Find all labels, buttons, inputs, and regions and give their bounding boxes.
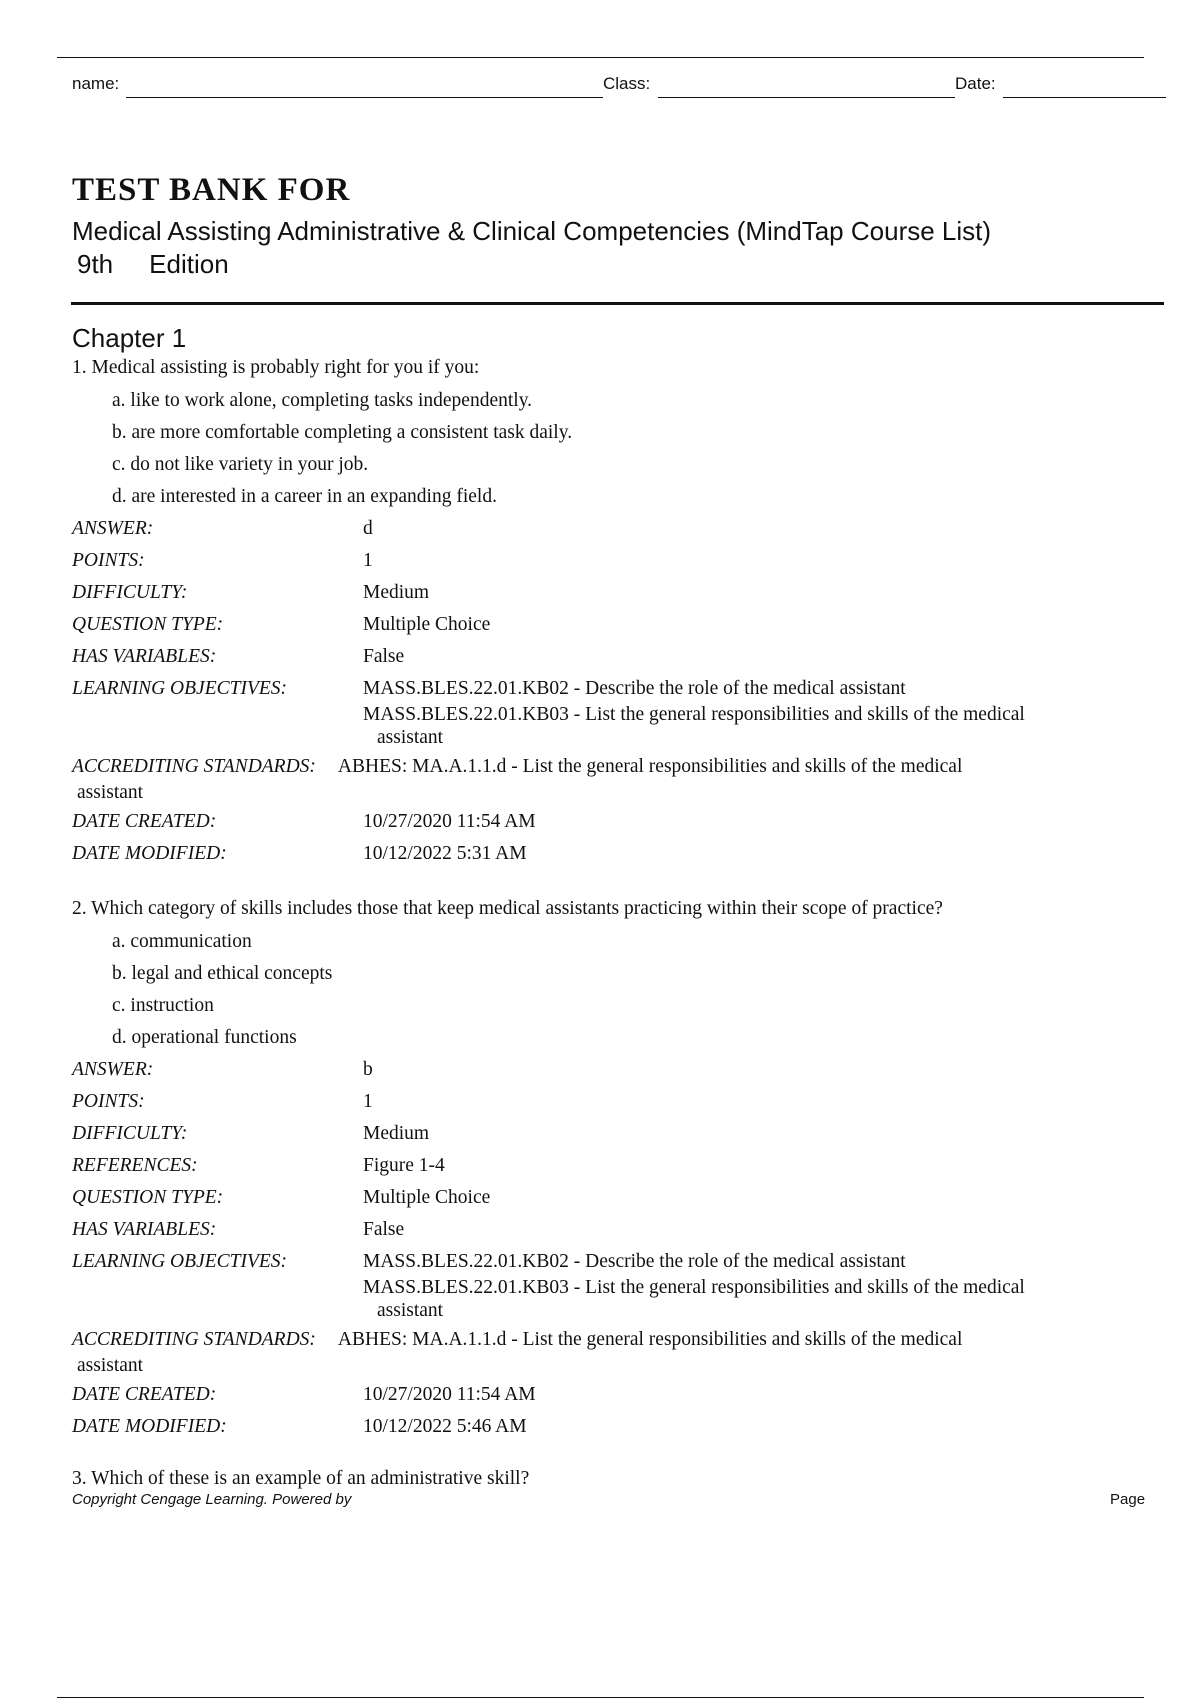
top-rule (57, 57, 1144, 58)
accrediting-standards-label: ACCREDITING STANDARDS: (72, 756, 316, 777)
accrediting-standards-row (72, 754, 1172, 780)
points-row (72, 545, 1172, 577)
difficulty-value: Medium (363, 1123, 430, 1144)
book-title (72, 215, 1172, 281)
has-variables-value: False (363, 1219, 405, 1240)
date-modified-row (72, 1411, 1172, 1443)
option-a: a. like to work alone, completing tasks independently. (112, 390, 533, 411)
date-modified-value: 10/12/2022 5:31 AM (363, 843, 527, 864)
learning-objective: MASS.BLES.22.01.KB03 - List the general responsibilities and skills of the medical (363, 704, 1025, 725)
accrediting-standards-value: ABHES: MA.A.1.1.d - List the general responsibilities and skills of the medical (337, 756, 963, 777)
difficulty-label: DIFFICULTY: (72, 1123, 188, 1144)
learning-objective: MASS.BLES.22.01.KB02 - Describe the role of the medical assistant (363, 1251, 906, 1272)
chapter-heading: Chapter 1 (72, 323, 187, 353)
has-variables-label: HAS VARIABLES: (72, 646, 217, 667)
points-value: 1 (363, 550, 373, 571)
edition-line (72, 248, 1172, 281)
learning-objectives-list (363, 1249, 1172, 1323)
question-type-row (72, 1182, 1172, 1214)
question-1 (72, 355, 1172, 870)
question-2 (72, 896, 1172, 1443)
page-title: TEST BANK FOR (72, 172, 351, 208)
question-type-label: QUESTION TYPE: (72, 614, 224, 635)
footer-copyright: Copyright Cengage Learning. Powered by (72, 1491, 352, 1508)
date-label: Date: (955, 74, 996, 93)
learning-objectives-label: LEARNING OBJECTIVES: (72, 678, 288, 699)
question-stem: 2. Which category of skills includes those that keep medical assistants practicing within their scope of practice? (72, 898, 943, 919)
name-line (126, 97, 603, 98)
question-type-value: Multiple Choice (363, 614, 491, 635)
question-3-stem: 3. Which of these is an example of an administrative skill? (72, 1468, 530, 1489)
question-stem: 1. Medical assisting is probably right for you if you: (72, 357, 480, 378)
difficulty-label: DIFFICULTY: (72, 582, 188, 603)
date-created-row (72, 1379, 1172, 1411)
learning-objectives-row (72, 673, 1172, 750)
answer-value: d (363, 518, 373, 539)
date-created-label: DATE CREATED: (72, 1384, 217, 1405)
has-variables-row (72, 1214, 1172, 1246)
learning-objective: MASS.BLES.22.01.KB03 - List the general responsibilities and skills of the medical (363, 1277, 1025, 1298)
date-line (1003, 97, 1166, 98)
has-variables-row (72, 641, 1172, 673)
difficulty-row (72, 577, 1172, 609)
question-type-value: Multiple Choice (363, 1187, 491, 1208)
edition-number: 9th (77, 249, 114, 279)
answer-label: ANSWER: (72, 1059, 154, 1080)
accrediting-standards-row (72, 1327, 1172, 1353)
learning-objectives-list (363, 676, 1172, 750)
date-created-value: 10/27/2020 11:54 AM (363, 811, 536, 832)
class-line (658, 97, 955, 98)
question-type-label: QUESTION TYPE: (72, 1187, 224, 1208)
points-label: POINTS: (72, 1091, 145, 1112)
accrediting-standards-label: ACCREDITING STANDARDS: (72, 1329, 316, 1350)
option-d: d. operational functions (112, 1027, 297, 1048)
title-rule (71, 302, 1164, 305)
references-value: Figure 1-4 (363, 1155, 445, 1176)
option-c: c. instruction (112, 995, 214, 1016)
date-created-value: 10/27/2020 11:54 AM (363, 1384, 536, 1405)
option-b: b. legal and ethical concepts (112, 963, 333, 984)
answer-label: ANSWER: (72, 518, 154, 539)
date-modified-value: 10/12/2022 5:46 AM (363, 1416, 527, 1437)
references-label: REFERENCES: (72, 1155, 198, 1176)
accrediting-standards-continuation: assistant (77, 1355, 144, 1376)
footer-page-label: Page (1110, 1491, 1146, 1508)
learning-objectives-row (72, 1246, 1172, 1323)
date-modified-row (72, 838, 1172, 870)
answer-value: b (363, 1059, 373, 1080)
learning-objective-continuation: assistant (377, 1300, 444, 1321)
answer-row (72, 1054, 1172, 1086)
class-label: Class: (603, 74, 651, 93)
date-modified-label: DATE MODIFIED: (72, 843, 227, 864)
date-created-label: DATE CREATED: (72, 811, 217, 832)
option-a: a. communication (112, 931, 252, 952)
learning-objectives-label: LEARNING OBJECTIVES: (72, 1251, 288, 1272)
accrediting-standards-continuation: assistant (77, 782, 144, 803)
points-row (72, 1086, 1172, 1118)
answer-row (72, 513, 1172, 545)
option-c: c. do not like variety in your job. (112, 454, 369, 475)
bottom-rule (57, 1697, 1144, 1698)
has-variables-label: HAS VARIABLES: (72, 1219, 217, 1240)
has-variables-value: False (363, 646, 405, 667)
book-subtitle: Medical Assisting Administrative & Clinical Competencies (MindTap Course List) (72, 216, 992, 246)
edition-word: Edition (149, 249, 229, 279)
points-value: 1 (363, 1091, 373, 1112)
option-b: b. are more comfortable completing a consistent task daily. (112, 422, 573, 443)
difficulty-row (72, 1118, 1172, 1150)
difficulty-value: Medium (363, 582, 430, 603)
accrediting-standards-value: ABHES: MA.A.1.1.d - List the general responsibilities and skills of the medical (337, 1329, 963, 1350)
date-modified-label: DATE MODIFIED: (72, 1416, 227, 1437)
learning-objective-continuation: assistant (377, 727, 444, 748)
date-created-row (72, 806, 1172, 838)
option-d: d. are interested in a career in an expanding field. (112, 486, 497, 507)
references-row (72, 1150, 1172, 1182)
points-label: POINTS: (72, 550, 145, 571)
question-type-row (72, 609, 1172, 641)
learning-objective: MASS.BLES.22.01.KB02 - Describe the role of the medical assistant (363, 678, 906, 699)
name-label: name: (72, 74, 120, 93)
